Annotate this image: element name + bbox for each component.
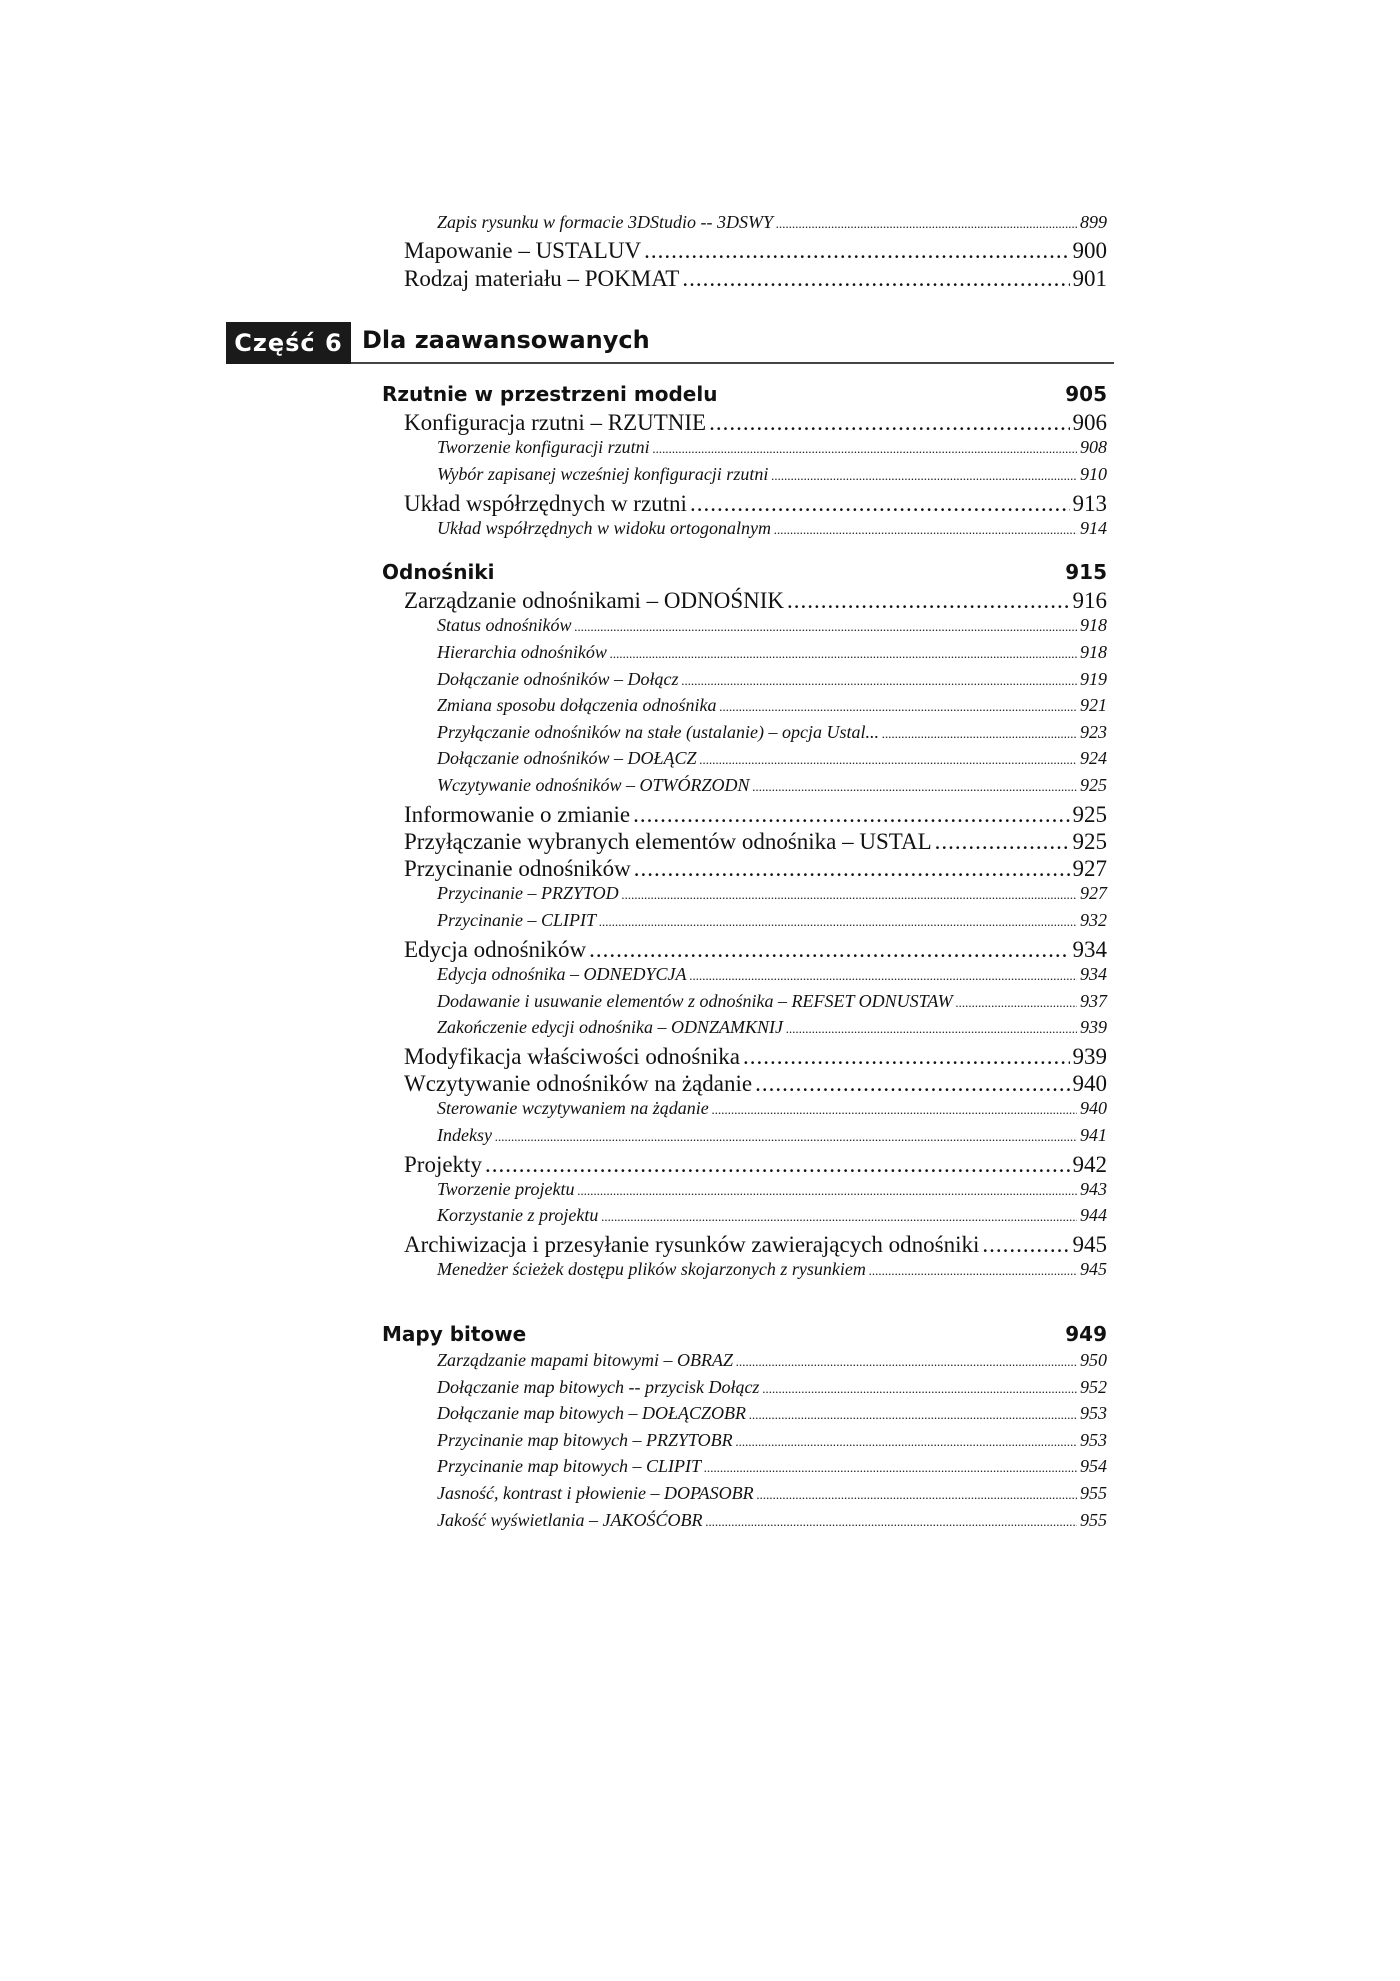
toc-entry [404, 238, 1107, 266]
toc-entry-page: 916 [1072, 588, 1107, 613]
dot-leader [771, 468, 1077, 484]
toc-entry-title: Dołączanie odnośników – DOŁĄCZ [437, 748, 697, 769]
toc-entry-page: 914 [1080, 517, 1107, 538]
toc-entry-page: 910 [1080, 463, 1107, 484]
toc-subentry [437, 1017, 1107, 1041]
toc-entry-page: 952 [1080, 1376, 1107, 1397]
dot-leader [653, 441, 1077, 457]
dot-leader [982, 1232, 1069, 1258]
toc-entry [404, 829, 1107, 857]
toc-entry-page: 945 [1080, 1259, 1107, 1280]
dot-leader [644, 238, 1069, 264]
dot-leader [786, 1021, 1077, 1037]
toc-subentry [437, 883, 1107, 907]
toc-entry-title: Mapowanie – USTALUV [404, 238, 642, 263]
dot-leader [869, 1263, 1077, 1279]
dot-leader [690, 491, 1070, 517]
toc-entry [404, 802, 1107, 830]
dot-leader [956, 995, 1077, 1011]
toc-entry-page: 955 [1080, 1483, 1107, 1503]
toc-entry-title: Dołączanie odnośników – Dołącz [437, 668, 679, 689]
dot-leader [736, 1354, 1077, 1370]
toc-subentry [437, 1098, 1107, 1122]
toc-entry-title: Edycja odnośnika – ODNEDYCJA [437, 963, 687, 984]
dot-leader [935, 829, 1070, 855]
toc-entry-page: 939 [1080, 1017, 1107, 1038]
toc-entry-page: 925 [1072, 828, 1107, 854]
dot-leader [704, 1460, 1077, 1476]
toc-entry-title: Przycinanie odnośników [404, 856, 631, 882]
toc-entry-title: Dołączanie map bitowych – DOŁĄCZOBR [437, 1403, 746, 1424]
toc-subentry [437, 669, 1107, 693]
toc-entry-title: Dodawanie i usuwanie elementów z odnośnika – REFSET ODNUSTAW [437, 990, 953, 1011]
toc-entry-page: 943 [1080, 1178, 1107, 1199]
toc-subentry [437, 1350, 1107, 1374]
dot-leader [712, 1102, 1077, 1118]
dot-leader [589, 937, 1069, 963]
toc-entry [404, 1044, 1107, 1072]
toc-entry-title: Zarządzanie odnośnikami – ODNOŚNIK [404, 588, 785, 613]
toc-subentry [437, 964, 1107, 988]
chapter-page: 905 [1065, 382, 1107, 406]
dot-leader [787, 588, 1069, 614]
toc-entry-title: Hierarchia odnośników [437, 641, 607, 662]
toc-subentry [437, 437, 1107, 461]
toc-entry-title: Jakość wyświetlania – JAKOŚĆOBR [437, 1509, 703, 1530]
toc-entry-title: Wczytywanie odnośników – OTWÓRZODN [437, 774, 750, 795]
dot-leader [705, 1514, 1077, 1530]
toc-entry-title: Przyłączanie odnośników na stałe (ustalanie) – opcja Ustal... [437, 721, 879, 742]
toc-entry-title: Przycinanie – PRZYTOD [437, 883, 619, 904]
dot-leader [682, 266, 1069, 292]
dot-leader [610, 646, 1077, 662]
dot-leader [578, 1183, 1078, 1199]
toc-entry-page: 950 [1080, 1350, 1107, 1370]
toc-entry [404, 266, 1107, 294]
dot-leader [689, 968, 1077, 984]
toc-subentry [437, 1125, 1107, 1149]
dot-leader [720, 699, 1077, 715]
part-divider [351, 362, 1114, 364]
toc-entry-page: 953 [1080, 1429, 1107, 1450]
toc-entry-title: Rodzaj materiału – POKMAT [404, 266, 680, 291]
toc-entry-title: Korzystanie z projektu [437, 1205, 599, 1226]
toc-entry-page: 925 [1072, 801, 1107, 827]
dot-leader [601, 1209, 1077, 1225]
toc-entry-page: 945 [1072, 1232, 1107, 1257]
toc-entry-page: 953 [1080, 1403, 1107, 1424]
chapter-page: 915 [1065, 560, 1107, 584]
toc-subentry [437, 615, 1107, 639]
toc-entry-page: 942 [1072, 1151, 1107, 1177]
toc-entry-title: Menedżer ścieżek dostępu plików skojarzonych z rysunkiem [437, 1259, 866, 1280]
toc-entry-page: 954 [1080, 1456, 1107, 1477]
toc-entry-page: 927 [1080, 883, 1107, 904]
chapter-page: 949 [1065, 1322, 1107, 1346]
toc-entry [404, 937, 1107, 965]
dot-leader [495, 1129, 1077, 1145]
toc-subentry [437, 464, 1107, 488]
dot-leader [776, 216, 1077, 232]
toc-entry-title: Zmiana sposobu dołączenia odnośnika [437, 695, 717, 716]
dot-leader [757, 1487, 1077, 1503]
part-title: Dla zaawansowanych [362, 326, 650, 354]
toc-entry-title: Indeksy [437, 1124, 492, 1145]
dot-leader [755, 1071, 1069, 1097]
toc-entry-page: 940 [1072, 1071, 1107, 1096]
toc-entry-page: 939 [1072, 1043, 1107, 1069]
toc-entry-title: Modyfikacja właściwości odnośnika [404, 1043, 740, 1069]
toc-entry-title: Przycinanie map bitowych – CLIPIT [437, 1456, 701, 1477]
dot-leader [882, 726, 1077, 742]
toc-entry-page: 941 [1080, 1124, 1107, 1145]
dot-leader [681, 673, 1077, 689]
toc-entry-page: 899 [1080, 212, 1107, 232]
toc-subentry [437, 1456, 1107, 1480]
toc-entry-page: 921 [1080, 695, 1107, 716]
toc-entry-title: Zarządzanie mapami bitowymi – OBRAZ [437, 1350, 734, 1370]
toc-entry-page: 923 [1080, 721, 1107, 742]
dot-leader [762, 1381, 1077, 1397]
toc-entry [404, 491, 1107, 519]
toc-entry [404, 410, 1107, 438]
toc-entry-title: Wybór zapisanej wcześniej konfiguracji rzutni [437, 463, 769, 484]
toc-entry-title: Zakończenie edycji odnośnika – ODNZAMKNIJ [437, 1017, 783, 1038]
chapter-heading [382, 560, 1107, 590]
toc-entry-title: Informowanie o zmianie [404, 801, 631, 827]
toc-entry-page: 918 [1080, 615, 1107, 636]
toc-subentry [437, 1179, 1107, 1203]
part-label: Część 6 [226, 322, 351, 364]
toc-entry-page: 944 [1080, 1205, 1107, 1226]
toc-entry-page: 925 [1080, 774, 1107, 795]
chapter-title: Odnośniki [382, 560, 495, 584]
toc-entry-title: Archiwizacja i przesyłanie rysunków zawierających odnośniki [404, 1232, 980, 1257]
toc-subentry [437, 642, 1107, 666]
toc-entry-title: Dołączanie map bitowych -- przycisk Dołącz [437, 1376, 760, 1397]
toc-entry-page: 918 [1080, 641, 1107, 662]
toc-entry-page: 900 [1072, 238, 1107, 263]
dot-leader [634, 856, 1070, 882]
toc-entry-title: Przyłączanie wybranych elementów odnośnika – USTAL [404, 828, 932, 854]
toc-entry-page: 932 [1080, 910, 1107, 930]
toc-entry-title: Sterowanie wczytywaniem na żądanie [437, 1098, 709, 1119]
toc-entry-title: Zapis rysunku w formacie 3DStudio -- 3DSWY [437, 212, 773, 232]
toc-entry-title: Przycinanie – CLIPIT [437, 910, 596, 930]
toc-subentry [437, 991, 1107, 1015]
toc-entry-page: 901 [1072, 266, 1107, 291]
dot-leader [622, 887, 1077, 903]
toc-entry [404, 1152, 1107, 1180]
toc-entry [404, 1071, 1107, 1099]
toc-entry-title: Wczytywanie odnośników na żądanie [404, 1071, 753, 1096]
toc-entry-title: Układ współrzędnych w rzutni [404, 490, 687, 516]
toc-entry [404, 1232, 1107, 1260]
toc-subentry [437, 518, 1107, 542]
chapter-title: Rzutnie w przestrzeni modelu [382, 382, 718, 406]
chapter-title: Mapy bitowe [382, 1322, 527, 1346]
toc-entry [404, 588, 1107, 616]
dot-leader [752, 779, 1077, 795]
dot-leader [599, 914, 1077, 930]
toc-entry-page: 934 [1072, 936, 1107, 962]
toc-entry-title: Jasność, kontrast i płowienie – DOPASOBR [437, 1483, 754, 1503]
toc-subentry [437, 1259, 1107, 1283]
dot-leader [774, 522, 1077, 538]
toc-entry-page: 927 [1072, 856, 1107, 882]
toc-entry [404, 856, 1107, 884]
toc-entry-page: 908 [1080, 437, 1107, 458]
toc-entry-page: 913 [1072, 490, 1107, 516]
toc-entry-page: 955 [1080, 1509, 1107, 1530]
toc-subentry [437, 695, 1107, 719]
toc-subentry [437, 722, 1107, 746]
toc-subentry [437, 748, 1107, 772]
toc-subentry [437, 775, 1107, 799]
dot-leader [749, 1407, 1077, 1423]
toc-entry-page: 934 [1080, 963, 1107, 984]
toc-entry-page: 937 [1080, 990, 1107, 1011]
dot-leader [736, 1434, 1077, 1450]
dot-leader [485, 1152, 1070, 1178]
chapter-heading [382, 1322, 1107, 1352]
chapter-heading [382, 382, 1107, 412]
dot-leader [709, 410, 1069, 436]
toc-subentry [437, 1377, 1107, 1401]
toc-entry-title: Edycja odnośników [404, 936, 587, 962]
toc-entry-title: Tworzenie projektu [437, 1178, 575, 1199]
toc-entry-title: Tworzenie konfiguracji rzutni [437, 437, 650, 458]
toc-subentry [437, 1403, 1107, 1427]
toc-entry-page: 919 [1080, 668, 1107, 689]
toc-entry-title: Status odnośników [437, 615, 572, 636]
dot-leader [700, 752, 1077, 768]
toc-entry-page: 906 [1072, 410, 1107, 435]
dot-leader [575, 619, 1077, 635]
toc-entry-title: Konfiguracja rzutni – RZUTNIE [404, 410, 707, 435]
toc-entry-title: Przycinanie map bitowych – PRZYTOBR [437, 1429, 733, 1450]
toc-entry-page: 940 [1080, 1098, 1107, 1119]
dot-leader [633, 802, 1069, 828]
toc-entry-title: Projekty [404, 1151, 482, 1177]
toc-subentry [437, 1483, 1107, 1507]
toc-subentry [437, 1430, 1107, 1454]
toc-subentry [437, 1205, 1107, 1229]
toc-entry-page: 924 [1080, 748, 1107, 769]
dot-leader [743, 1044, 1070, 1070]
toc-subentry [437, 1510, 1107, 1534]
toc-entry-title: Układ współrzędnych w widoku ortogonalnym [437, 517, 771, 538]
toc-subentry [437, 212, 1107, 236]
toc-subentry [437, 910, 1107, 934]
